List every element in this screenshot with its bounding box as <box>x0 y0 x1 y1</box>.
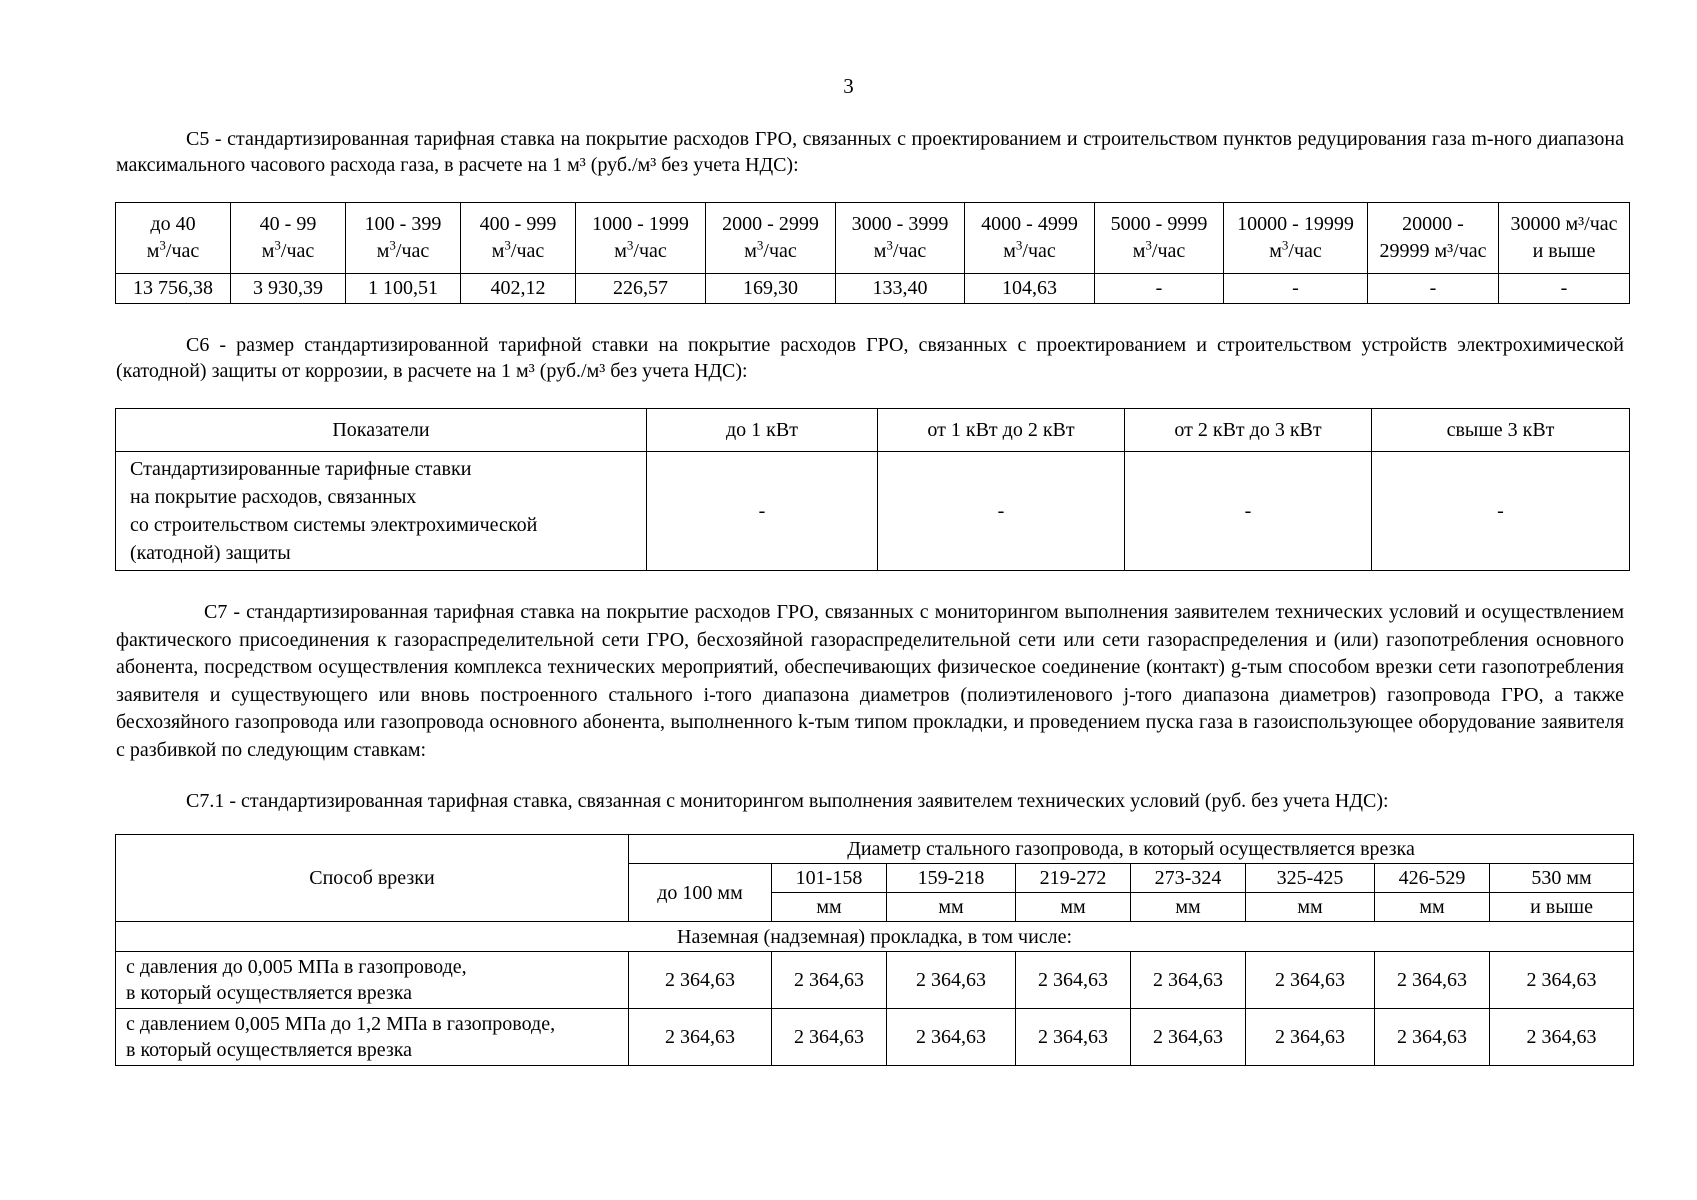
c6-paragraph: С6 - размер стандартизированной тарифной ставки на покрытие расходов ГРО, связанных с проектированием и строительством устройств электрохимической (катодной) защиты от коррозии, в расчете на 1 м³ (руб./м³ без учета НДС): <box>116 334 1624 382</box>
c71-diameter-cell: 273-324 <box>1131 864 1246 893</box>
c71-diameter-cell: 101-158 <box>772 864 887 893</box>
c71-section-label: Наземная (надземная) прокладка, в том числе: <box>116 922 1634 952</box>
c71-diameter-unit: мм <box>1375 893 1490 922</box>
c6-value-cell: - <box>878 452 1125 571</box>
c71-value-cell: 2 364,63 <box>887 1009 1016 1066</box>
c6-header-cell: от 1 кВт до 2 кВт <box>878 409 1125 452</box>
page-number: 3 <box>843 74 854 98</box>
c71-diameter-unit: мм <box>1246 893 1375 922</box>
c71-diameter-unit: мм <box>1131 893 1246 922</box>
c71-value-cell: 2 364,63 <box>1016 952 1131 1009</box>
c71-diameter-unit: мм <box>1016 893 1131 922</box>
c5-value-cell: - <box>1095 274 1224 304</box>
c71-paragraph: С7.1 - стандартизированная тарифная ставка, связанная с мониторингом выполнения заявителем технических условий (руб. без учета НДС): <box>186 790 1389 812</box>
c5-value-cell: 169,30 <box>706 274 836 304</box>
c5-value-cell: 1 100,51 <box>346 274 461 304</box>
c71-value-cell: 2 364,63 <box>1375 1009 1490 1066</box>
c71-diameter-unit: мм <box>887 893 1016 922</box>
c71-diameter-cell: 530 мм <box>1490 864 1634 893</box>
c71-value-cell: 2 364,63 <box>1490 1009 1634 1066</box>
c6-value-cell: - <box>1372 452 1630 571</box>
c71-value-cell: 2 364,63 <box>1246 952 1375 1009</box>
c6-value-cell: - <box>1125 452 1372 571</box>
c71-table <box>115 834 1634 1066</box>
c71-value-cell: 2 364,63 <box>1375 952 1490 1009</box>
c5-header-cell: до 40 $м^3$/час <box>116 203 231 274</box>
c71-diameter-cell: 219-272 <box>1016 864 1131 893</box>
c5-value-cell: 402,12 <box>461 274 576 304</box>
c5-header-cell: 20000 - 29999 м³/час <box>1368 203 1499 274</box>
c5-value-cell: - <box>1499 274 1630 304</box>
c5-value-cell: 226,57 <box>576 274 706 304</box>
c5-header-cell: 400 - 999 $м^3$/час <box>461 203 576 274</box>
c71-diameter-unit: мм <box>772 893 887 922</box>
c71-value-cell: 2 364,63 <box>629 1009 772 1066</box>
c71-value-cell: 2 364,63 <box>1016 1009 1131 1066</box>
c71-header-method: Способ врезки <box>116 835 629 922</box>
c5-header-cell: 10000 - 19999 $м^3$/час <box>1224 203 1368 274</box>
c5-header-cell: 40 - 99 $м^3$/час <box>231 203 346 274</box>
c5-header-cell: 5000 - 9999 $м^3$/час <box>1095 203 1224 274</box>
c6-header-cell: от 2 кВт до 3 кВт <box>1125 409 1372 452</box>
c71-value-cell: 2 364,63 <box>1490 952 1634 1009</box>
c5-value-cell: 133,40 <box>836 274 965 304</box>
c71-diameter-cell: 159-218 <box>887 864 1016 893</box>
c5-header-cell: 30000 м³/час и выше <box>1499 203 1630 274</box>
c5-header-cell: 4000 - 4999 $м^3$/час <box>965 203 1095 274</box>
c5-value-cell: 3 930,39 <box>231 274 346 304</box>
c6-header-cell: свыше 3 кВт <box>1372 409 1630 452</box>
c71-row-label: с давлением 0,005 МПа до 1,2 МПа в газопроводе, в который осуществляется врезка <box>116 1009 629 1066</box>
c71-diameter-cell: 426-529 <box>1375 864 1490 893</box>
c71-value-cell: 2 364,63 <box>629 952 772 1009</box>
c71-header-diameter: Диаметр стального газопровода, в который осуществляется врезка <box>629 835 1634 864</box>
c71-diameter-unit: и выше <box>1490 893 1634 922</box>
c5-header-cell: 2000 - 2999 $м^3$/час <box>706 203 836 274</box>
c71-value-cell: 2 364,63 <box>1246 1009 1375 1066</box>
table-row <box>116 1009 1634 1066</box>
c6-table <box>115 408 1630 571</box>
c5-value-cell: - <box>1368 274 1499 304</box>
c5-header-cell: 1000 - 1999 $м^3$/час <box>576 203 706 274</box>
c5-value-cell: 104,63 <box>965 274 1095 304</box>
c5-header-cell: 100 - 399 $м^3$/час <box>346 203 461 274</box>
c71-diameter-cell: до 100 мм <box>629 864 772 922</box>
c5-paragraph: С5 - стандартизированная тарифная ставка на покрытие расходов ГРО, связанных с проектированием и строительством пунктов редуцирования газа m-ного диапазона максимального часового расхода газа, в расчете на 1 м³ (руб./м³ без учета НДС): <box>116 128 1624 176</box>
c71-value-cell: 2 364,63 <box>887 952 1016 1009</box>
c5-header-cell: 3000 - 3999 $м^3$/час <box>836 203 965 274</box>
c71-value-cell: 2 364,63 <box>1131 952 1246 1009</box>
c71-diameter-cell: 325-425 <box>1246 864 1375 893</box>
c6-row-label: Стандартизированные тарифные ставки на покрытие расходов, связанных со строительством системы электрохимической (катодной) защиты <box>116 452 647 571</box>
c6-value-cell: - <box>647 452 878 571</box>
c6-header-indicators: Показатели <box>116 409 647 452</box>
c5-table <box>115 202 1630 304</box>
table-row <box>116 952 1634 1009</box>
c71-value-cell: 2 364,63 <box>772 1009 887 1066</box>
c71-value-cell: 2 364,63 <box>1131 1009 1246 1066</box>
c71-value-cell: 2 364,63 <box>772 952 887 1009</box>
c71-row-label: с давления до 0,005 МПа в газопроводе, в который осуществляется врезка <box>116 952 629 1009</box>
c5-value-cell: - <box>1224 274 1368 304</box>
c7-paragraph: С7 - стандартизированная тарифная ставка на покрытие расходов ГРО, связанных с мониторингом выполнения заявителем технических условий и осуществлением фактического присоединения к газораспределительной сети ГРО, бесхозяйной газораспределительной сети или сети газораспределения и (или) газопотребления основного абонента, посредством осуществления комплекса технических мероприятий, обеспечивающих физическое соединение (контакт) g-тым способом врезки сети газопотребления заявителя и существующего или вновь построенного стального i-того диапазона диаметров (полиэтиленового j-того диапазона диаметров) газопровода ГРО, а также бесхозяйного газопровода или газопровода основного абонента, выполненного k-тым типом прокладки, и проведением пуска газа в газоиспользующее оборудование заявителя с разбивкой по следующим ставкам: <box>116 601 1624 761</box>
c6-header-cell: до 1 кВт <box>647 409 878 452</box>
c5-value-cell: 13 756,38 <box>116 274 231 304</box>
